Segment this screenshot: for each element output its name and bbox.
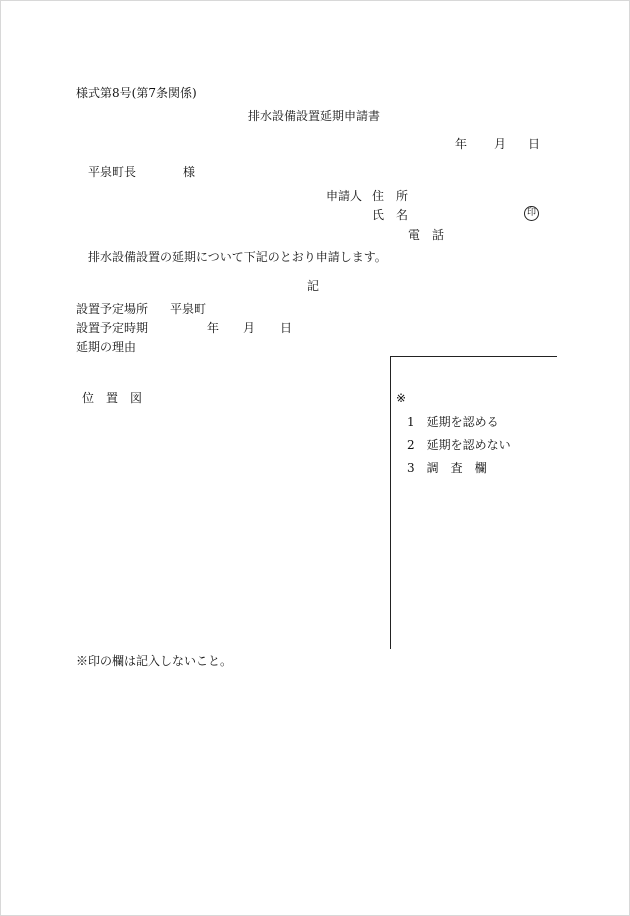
office-item-survey: 3 調 査 欄: [407, 461, 487, 475]
period-month: 月: [243, 321, 256, 335]
office-box-mark: ※: [396, 391, 407, 405]
form-title: 排水設備設置延期申請書: [248, 109, 381, 123]
reason-label: 延期の理由: [76, 340, 137, 354]
footnote: ※印の欄は記入しないこと。: [76, 654, 233, 668]
date-month: 月: [494, 137, 507, 151]
date-day: 日: [528, 137, 541, 151]
office-item-approve: 1 延期を認める: [407, 415, 499, 429]
location-label: 設置予定場所: [76, 302, 149, 316]
office-item-reject: 2 延期を認めない: [407, 438, 511, 452]
addressee-honorific: 様: [183, 165, 196, 179]
applicant-phone-label: 電 話: [408, 228, 445, 242]
location-map-label: 位 置 図: [82, 391, 143, 405]
applicant-address-label: 住 所: [372, 189, 409, 203]
applicant-name-label: 氏 名: [372, 208, 409, 222]
addressee: 平泉町長: [88, 165, 137, 179]
period-day: 日: [280, 321, 293, 335]
location-value: 平泉町: [170, 302, 207, 316]
period-year: 年: [207, 321, 220, 335]
office-box-left-border: [390, 356, 391, 649]
form-number: 様式第8号(第7条関係): [76, 86, 197, 100]
body-text: 排水設備設置の延期について下記のとおり申請します。: [88, 250, 387, 264]
office-box-top-border: [390, 356, 557, 357]
ki-label: 記: [307, 279, 320, 293]
applicant-label: 申請人: [326, 189, 363, 203]
date-year: 年: [455, 137, 468, 151]
seal-mark: 印: [524, 206, 539, 221]
period-label: 設置予定時期: [76, 321, 149, 335]
